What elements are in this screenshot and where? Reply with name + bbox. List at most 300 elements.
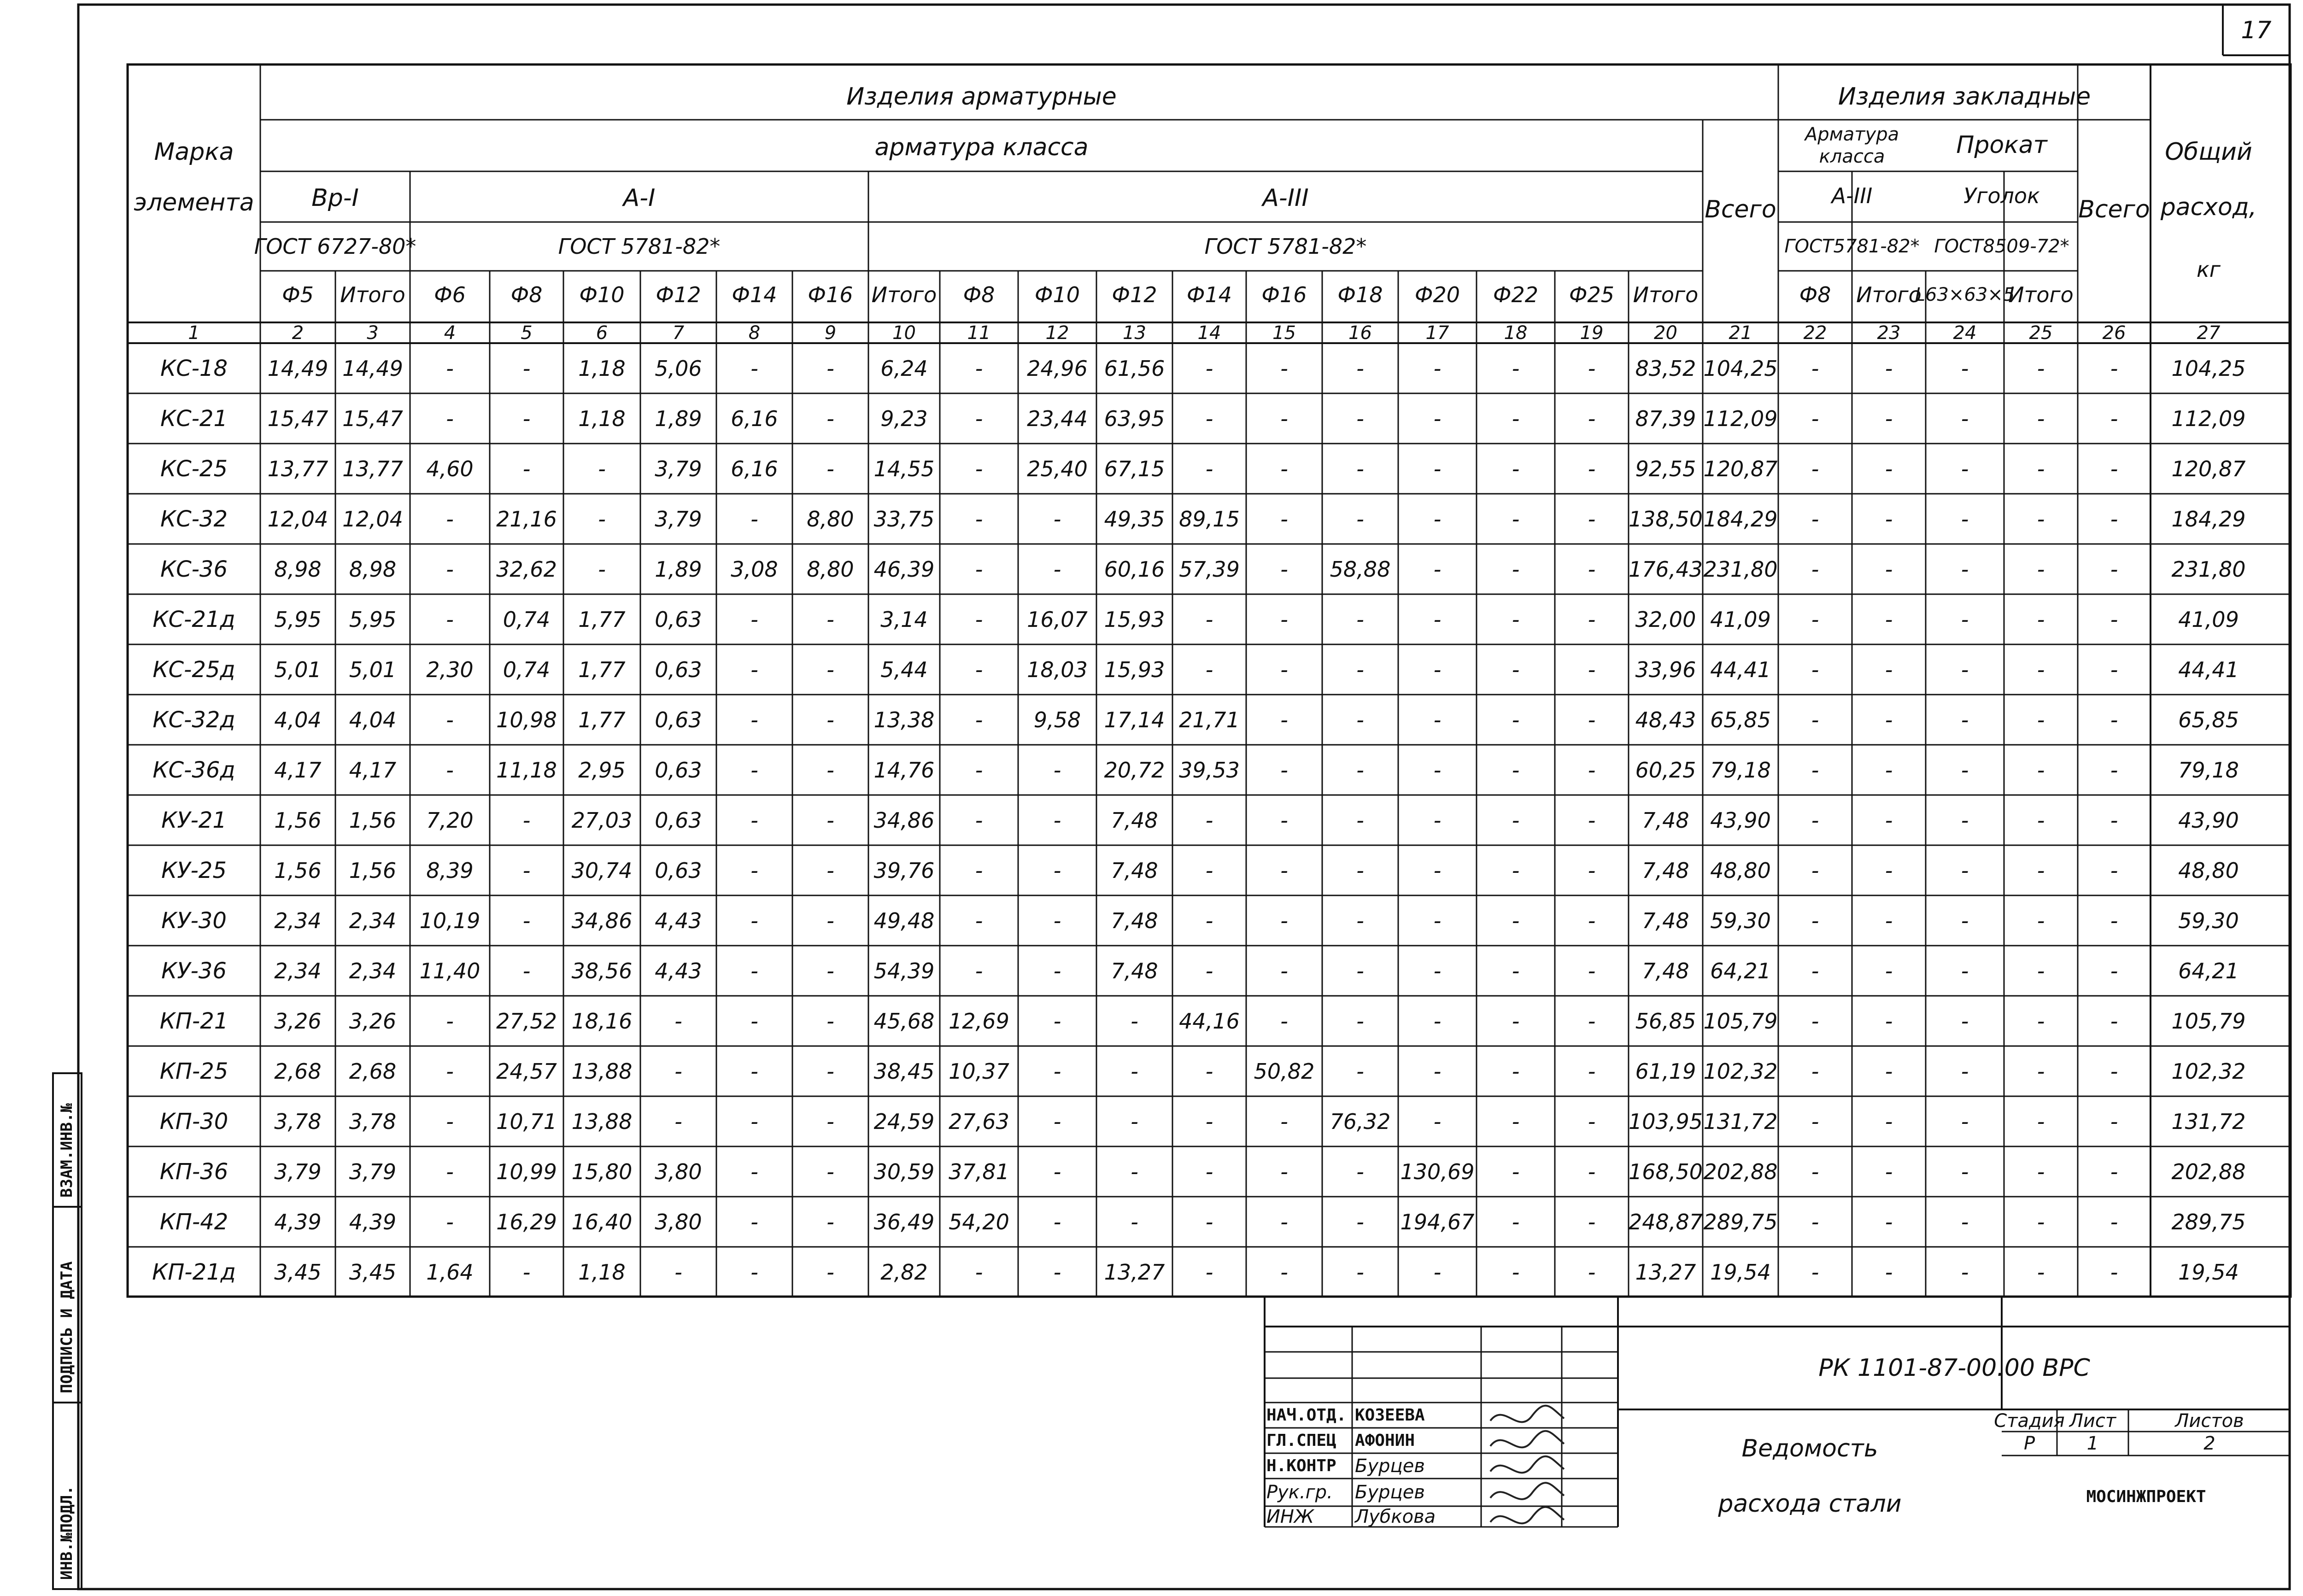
table-cell: 0,63 — [655, 858, 702, 883]
table-cell: 8,80 — [807, 506, 854, 532]
table-cell: 184,29 — [1703, 506, 1778, 532]
table-cell: - — [1811, 807, 1819, 833]
stage-value: Р — [2023, 1433, 2035, 1454]
table-cell: - — [598, 506, 606, 532]
table-cell: 9,23 — [880, 406, 928, 431]
table-cell: - — [446, 607, 454, 632]
col-number-1: 1 — [188, 322, 200, 344]
table-cell: - — [1356, 958, 1364, 983]
table-cell: 32,00 — [1635, 607, 1696, 632]
doc-title-1: Ведомость — [1741, 1435, 1878, 1462]
diameter-label-12: Ф10 — [1034, 282, 1080, 307]
diameter-label-20: Итого — [1633, 282, 1699, 307]
table-cell: - — [2110, 757, 2118, 783]
table-cell: - — [674, 1058, 682, 1084]
table-cell: 76,32 — [1330, 1109, 1391, 1134]
table-cell: - — [2037, 406, 2045, 431]
table-cell: 168,50 — [1629, 1159, 1703, 1184]
table-cell: 39,53 — [1179, 757, 1240, 783]
signature-scribble — [1490, 1431, 1564, 1448]
table-cell: - — [1885, 757, 1893, 783]
col-number-21: 21 — [1729, 322, 1752, 344]
table-cell: 21,16 — [496, 506, 557, 532]
table-cell: 39,76 — [873, 858, 935, 883]
table-cell: - — [975, 858, 983, 883]
table-cell: - — [1205, 1209, 1213, 1234]
table-cell: 2,30 — [426, 657, 474, 682]
table-cell: - — [1433, 657, 1442, 682]
table-cell: - — [598, 456, 606, 481]
col-number-12: 12 — [1045, 322, 1069, 344]
table-cell: - — [674, 1259, 682, 1285]
table-cell: - — [1356, 757, 1364, 783]
table-cell: - — [522, 456, 531, 481]
table-cell: - — [1961, 657, 1969, 682]
header-class-a1: А-I — [623, 184, 656, 212]
table-cell: - — [1811, 1259, 1819, 1285]
table-cell: 63,95 — [1104, 406, 1165, 431]
table-cell: - — [1811, 657, 1819, 682]
row-mark: КП-25 — [159, 1058, 229, 1084]
table-cell: - — [1205, 858, 1213, 883]
table-cell: - — [1356, 1058, 1364, 1084]
table-cell: - — [1053, 556, 1061, 582]
table-cell: 5,06 — [655, 356, 702, 381]
table-cell: - — [2110, 1109, 2118, 1134]
table-cell: - — [1356, 406, 1364, 431]
col-number-23: 23 — [1877, 322, 1901, 344]
table-cell: - — [1131, 1159, 1138, 1184]
table-cell: - — [1961, 406, 1969, 431]
table-cell: - — [2110, 356, 2118, 381]
table-cell: - — [1280, 858, 1288, 883]
table-cell: 87,39 — [1635, 406, 1696, 431]
table-cell: - — [2037, 1058, 2045, 1084]
table-cell: 112,09 — [2171, 406, 2246, 431]
table-cell: - — [1280, 456, 1288, 481]
header-emb-a3: А-III — [1831, 183, 1873, 208]
table-cell: - — [2110, 858, 2118, 883]
table-cell: - — [1433, 1109, 1442, 1134]
table-cell: 120,87 — [2171, 456, 2246, 481]
table-cell: - — [2110, 1008, 2118, 1034]
table-cell: 33,75 — [873, 506, 935, 532]
table-cell: 14,49 — [267, 356, 328, 381]
row-mark: КУ-36 — [161, 958, 227, 984]
table-cell: - — [1512, 1058, 1520, 1084]
table-cell: - — [1961, 958, 1969, 983]
table-cell: - — [750, 1209, 758, 1234]
table-cell: 112,09 — [1703, 406, 1778, 431]
staff-role: НАЧ.ОТД. — [1266, 1405, 1347, 1425]
table-cell: - — [826, 1209, 834, 1234]
table-cell: - — [2037, 1209, 2045, 1234]
table-cell: - — [826, 1008, 834, 1034]
table-cell: - — [1433, 1058, 1442, 1084]
table-cell: - — [2110, 657, 2118, 682]
table-cell: - — [1433, 556, 1442, 582]
table-cell: - — [1885, 556, 1893, 582]
table-cell: - — [1356, 858, 1364, 883]
table-cell: - — [1053, 1008, 1061, 1034]
table-cell: - — [2037, 1259, 2045, 1285]
table-cell: 15,93 — [1104, 607, 1165, 632]
diameter-label-4: Ф6 — [434, 282, 466, 307]
table-cell: 2,34 — [349, 908, 397, 933]
table-cell: - — [1280, 406, 1288, 431]
table-cell: - — [2037, 908, 2045, 933]
table-cell: 2,68 — [349, 1058, 397, 1084]
sheets-value: 2 — [2203, 1433, 2215, 1454]
table-cell: - — [522, 406, 531, 431]
table-cell: - — [1205, 1259, 1213, 1285]
table-cell: 41,09 — [2178, 607, 2239, 632]
header-class-a3: А-III — [1262, 184, 1309, 212]
col-number-4: 4 — [444, 322, 456, 344]
header-embedded-products: Изделия закладные — [1838, 83, 2091, 111]
table-cell: 176,43 — [1629, 556, 1703, 582]
table-cell: - — [1512, 858, 1520, 883]
table-cell: - — [1961, 908, 1969, 933]
table-cell: - — [1811, 1109, 1819, 1134]
col-number-15: 15 — [1272, 322, 1296, 344]
table-cell: - — [1885, 807, 1893, 833]
table-cell: - — [1885, 958, 1893, 983]
table-cell: - — [1961, 607, 1969, 632]
table-cell: - — [1588, 456, 1596, 481]
table-cell: 24,57 — [496, 1058, 557, 1084]
table-cell: 1,18 — [578, 1259, 626, 1285]
table-cell: - — [446, 1159, 454, 1184]
table-cell: 12,69 — [949, 1008, 1009, 1034]
table-cell: 6,16 — [731, 456, 778, 481]
table-cell: 56,85 — [1635, 1008, 1696, 1034]
table-cell: - — [446, 1058, 454, 1084]
table-cell: 4,04 — [274, 707, 322, 732]
table-cell: - — [1512, 506, 1520, 532]
table-cell: - — [750, 807, 758, 833]
diameter-label-25: Итого — [2008, 282, 2074, 307]
col-number-9: 9 — [824, 322, 837, 344]
table-cell: - — [522, 858, 531, 883]
table-cell: - — [2037, 858, 2045, 883]
table-cell: - — [975, 657, 983, 682]
doc-code: РК 1101-87-00.00 ВРС — [1818, 1354, 2090, 1382]
table-cell: 65,85 — [1710, 707, 1771, 732]
table-cell: 202,88 — [2171, 1159, 2246, 1184]
table-cell: 21,71 — [1179, 707, 1240, 732]
table-cell: 3,26 — [274, 1008, 322, 1034]
table-cell: - — [522, 1259, 531, 1285]
table-cell: - — [1280, 958, 1288, 983]
row-mark: КС-25 — [160, 456, 228, 482]
table-cell: - — [1961, 707, 1969, 732]
table-cell: 0,63 — [655, 707, 702, 732]
table-cell: - — [446, 1008, 454, 1034]
row-mark: КП-42 — [159, 1209, 229, 1235]
table-cell: 11,40 — [419, 958, 481, 983]
table-cell: 44,41 — [2178, 657, 2239, 682]
table-cell: 5,01 — [349, 657, 397, 682]
table-cell: 7,48 — [1111, 958, 1158, 983]
header-total-consumption-2: расход, — [2160, 193, 2257, 221]
table-cell: 4,39 — [349, 1209, 397, 1234]
col-number-24: 24 — [1953, 322, 1977, 344]
table-cell: - — [1280, 1159, 1288, 1184]
table-cell: - — [826, 1159, 834, 1184]
header-total-consumption-1: Общий — [2165, 138, 2252, 166]
table-cell: - — [1280, 807, 1288, 833]
table-cell: 1,64 — [426, 1259, 474, 1285]
header-emb-prokat: Прокат — [1956, 131, 2047, 159]
sheet-value: 1 — [2086, 1433, 2099, 1454]
table-cell: 60,25 — [1635, 757, 1696, 783]
table-cell: 61,19 — [1635, 1058, 1696, 1084]
signature-scribble — [1490, 1483, 1564, 1499]
header-emb-gost-5781: ГОСТ5781-82* — [1784, 236, 1920, 257]
table-cell: - — [1053, 1259, 1061, 1285]
col-number-3: 3 — [367, 322, 379, 344]
table-cell: - — [1280, 1259, 1288, 1285]
table-cell: 15,47 — [342, 406, 403, 431]
table-cell: - — [2110, 1259, 2118, 1285]
table-cell: - — [975, 908, 983, 933]
table-cell: 0,63 — [655, 757, 702, 783]
table-cell: - — [2110, 1058, 2118, 1084]
table-cell: - — [1356, 807, 1364, 833]
table-cell: - — [1811, 456, 1819, 481]
table-cell: - — [1512, 356, 1520, 381]
table-cell: 3,26 — [349, 1008, 397, 1034]
table-cell: 6,16 — [731, 406, 778, 431]
staff-role: ИНЖ — [1266, 1506, 1314, 1527]
table-cell: 34,86 — [571, 908, 633, 933]
table-cell: - — [1280, 707, 1288, 732]
table-cell: - — [522, 807, 531, 833]
col-number-2: 2 — [292, 322, 304, 344]
table-cell: 5,44 — [880, 657, 928, 682]
table-cell: 4,43 — [655, 908, 702, 933]
table-cell: - — [1356, 707, 1364, 732]
table-cell: 10,71 — [496, 1109, 557, 1134]
table-cell: - — [826, 657, 834, 682]
row-mark: КП-30 — [159, 1108, 229, 1134]
table-cell: 44,41 — [1710, 657, 1771, 682]
table-cell: 10,19 — [419, 908, 481, 933]
staff-name: Бурцев — [1355, 1482, 1425, 1503]
table-cell: - — [826, 807, 834, 833]
table-cell: - — [750, 958, 758, 983]
table-cell: 2,82 — [880, 1259, 928, 1285]
table-cell: 3,14 — [880, 607, 928, 632]
table-cell: - — [1053, 807, 1061, 833]
table-cell: - — [1588, 858, 1596, 883]
staff-role: Рук.гр. — [1266, 1482, 1333, 1503]
table-cell: 8,98 — [274, 556, 322, 582]
table-cell: 25,40 — [1027, 456, 1088, 481]
table-cell: 67,15 — [1104, 456, 1165, 481]
table-cell: - — [1433, 908, 1442, 933]
table-cell: - — [1588, 1109, 1596, 1134]
table-cell: - — [975, 807, 983, 833]
table-cell: 15,93 — [1104, 657, 1165, 682]
row-mark: КП-21 — [159, 1008, 229, 1034]
table-cell: - — [975, 556, 983, 582]
table-cell: - — [2037, 757, 2045, 783]
table-cell: - — [1588, 1058, 1596, 1084]
table-cell: - — [1811, 356, 1819, 381]
table-cell: - — [1433, 958, 1442, 983]
table-cell: - — [1280, 506, 1288, 532]
table-cell: 17,14 — [1104, 707, 1165, 732]
table-cell: - — [1588, 506, 1596, 532]
table-cell: - — [2110, 406, 2118, 431]
col-number-16: 16 — [1348, 322, 1372, 344]
table-cell: - — [2037, 657, 2045, 682]
table-cell: 3,45 — [349, 1259, 397, 1285]
table-cell: 0,63 — [655, 807, 702, 833]
signature-scribble — [1490, 1507, 1564, 1524]
table-cell: - — [750, 1058, 758, 1084]
organization: МОСИНЖПРОЕКТ — [2086, 1487, 2206, 1506]
row-mark: КС-18 — [160, 355, 228, 381]
diameter-label-5: Ф8 — [510, 282, 543, 307]
table-cell: 1,56 — [349, 858, 397, 883]
table-cell: - — [1588, 556, 1596, 582]
table-cell: - — [750, 1159, 758, 1184]
table-cell: 57,39 — [1179, 556, 1240, 582]
table-cell: 1,89 — [655, 406, 702, 431]
table-cell: - — [1356, 657, 1364, 682]
table-cell: 13,88 — [571, 1109, 633, 1134]
table-cell: 103,95 — [1629, 1109, 1703, 1134]
table-cell: - — [2037, 506, 2045, 532]
table-cell: 27,03 — [571, 807, 633, 833]
table-cell: 2,34 — [274, 908, 322, 933]
header-mark: Марка — [154, 138, 234, 166]
table-cell: 23,44 — [1027, 406, 1088, 431]
table-cell: 202,88 — [1703, 1159, 1778, 1184]
table-cell: 5,01 — [274, 657, 322, 682]
col-number-6: 6 — [596, 322, 608, 344]
diameter-label-3: Итого — [340, 282, 405, 307]
table-cell: - — [1811, 958, 1819, 983]
table-cell: - — [2110, 1159, 2118, 1184]
table-cell: 54,20 — [949, 1209, 1009, 1234]
table-cell: - — [1053, 1058, 1061, 1084]
table-cell: - — [1433, 757, 1442, 783]
table-cell: 24,96 — [1027, 356, 1088, 381]
table-cell: 24,59 — [873, 1109, 935, 1134]
table-cell: - — [446, 406, 454, 431]
table-cell: - — [1885, 356, 1893, 381]
row-mark: КС-32д — [152, 707, 235, 733]
table-cell: - — [750, 506, 758, 532]
table-cell: - — [1433, 456, 1442, 481]
sheet-number: 17 — [2241, 17, 2272, 44]
table-cell: 1,77 — [578, 707, 626, 732]
table-cell: 5,95 — [274, 607, 322, 632]
staff-name: АФОНИН — [1355, 1431, 1415, 1450]
table-cell: 14,49 — [342, 356, 403, 381]
table-cell: - — [1053, 958, 1061, 983]
table-cell: - — [446, 356, 454, 381]
table-cell: 10,99 — [496, 1159, 557, 1184]
table-cell: - — [826, 707, 834, 732]
table-cell: 18,03 — [1027, 657, 1088, 682]
table-cell: - — [1512, 456, 1520, 481]
row-mark: КУ-30 — [161, 907, 227, 934]
table-cell: - — [1885, 456, 1893, 481]
table-cell: 54,39 — [873, 958, 935, 983]
table-cell: 3,80 — [655, 1209, 702, 1234]
header-element: элемента — [134, 189, 254, 216]
table-cell: 3,08 — [731, 556, 778, 582]
table-cell: - — [446, 1209, 454, 1234]
table-cell: 16,29 — [496, 1209, 557, 1234]
table-cell: 4,60 — [426, 456, 474, 481]
table-cell: - — [750, 356, 758, 381]
table-cell: - — [1961, 1058, 1969, 1084]
sheet-label: Лист — [2069, 1410, 2116, 1432]
table-cell: 11,18 — [496, 757, 557, 783]
table-cell: 48,43 — [1635, 707, 1696, 732]
table-cell: 19,54 — [1710, 1259, 1771, 1285]
table-cell: 8,39 — [426, 858, 474, 883]
table-cell: - — [826, 1259, 834, 1285]
table-cell: - — [1588, 356, 1596, 381]
table-cell: - — [1356, 607, 1364, 632]
table-cell: 15,80 — [571, 1159, 633, 1184]
table-cell: - — [826, 356, 834, 381]
table-cell: 8,80 — [807, 556, 854, 582]
table-cell: - — [1053, 757, 1061, 783]
table-cell: - — [1588, 1159, 1596, 1184]
row-mark: КС-21д — [152, 606, 235, 632]
table-cell: - — [1811, 858, 1819, 883]
table-cell: 3,79 — [655, 506, 702, 532]
col-number-20: 20 — [1654, 322, 1677, 344]
header-gost-6727: ГОСТ 6727-80* — [254, 234, 416, 259]
table-cell: - — [1811, 1159, 1819, 1184]
table-cell: 4,17 — [349, 757, 397, 783]
table-cell: - — [1811, 757, 1819, 783]
table-cell: 104,25 — [1703, 356, 1778, 381]
table-cell: - — [750, 908, 758, 933]
table-cell: 10,98 — [496, 707, 557, 732]
row-mark: КС-25д — [152, 656, 235, 683]
row-mark: КП-36 — [159, 1158, 229, 1185]
table-cell: - — [1961, 356, 1969, 381]
table-cell: - — [1885, 1109, 1893, 1134]
table-cell: - — [446, 757, 454, 783]
table-cell: 0,74 — [503, 657, 551, 682]
table-cell: - — [1512, 757, 1520, 783]
table-cell: - — [2110, 456, 2118, 481]
table-cell: 38,56 — [571, 958, 633, 983]
table-cell: - — [975, 1259, 983, 1285]
table-cell: 18,16 — [571, 1008, 633, 1034]
table-cell: - — [1433, 858, 1442, 883]
table-cell: - — [2110, 807, 2118, 833]
table-cell: - — [1811, 1209, 1819, 1234]
table-cell: 16,40 — [571, 1209, 633, 1234]
table-cell: 1,56 — [274, 858, 322, 883]
table-cell: 6,24 — [880, 356, 928, 381]
table-cell: 7,48 — [1111, 858, 1158, 883]
table-cell: 59,30 — [2178, 908, 2239, 933]
table-cell: 79,18 — [1710, 757, 1771, 783]
